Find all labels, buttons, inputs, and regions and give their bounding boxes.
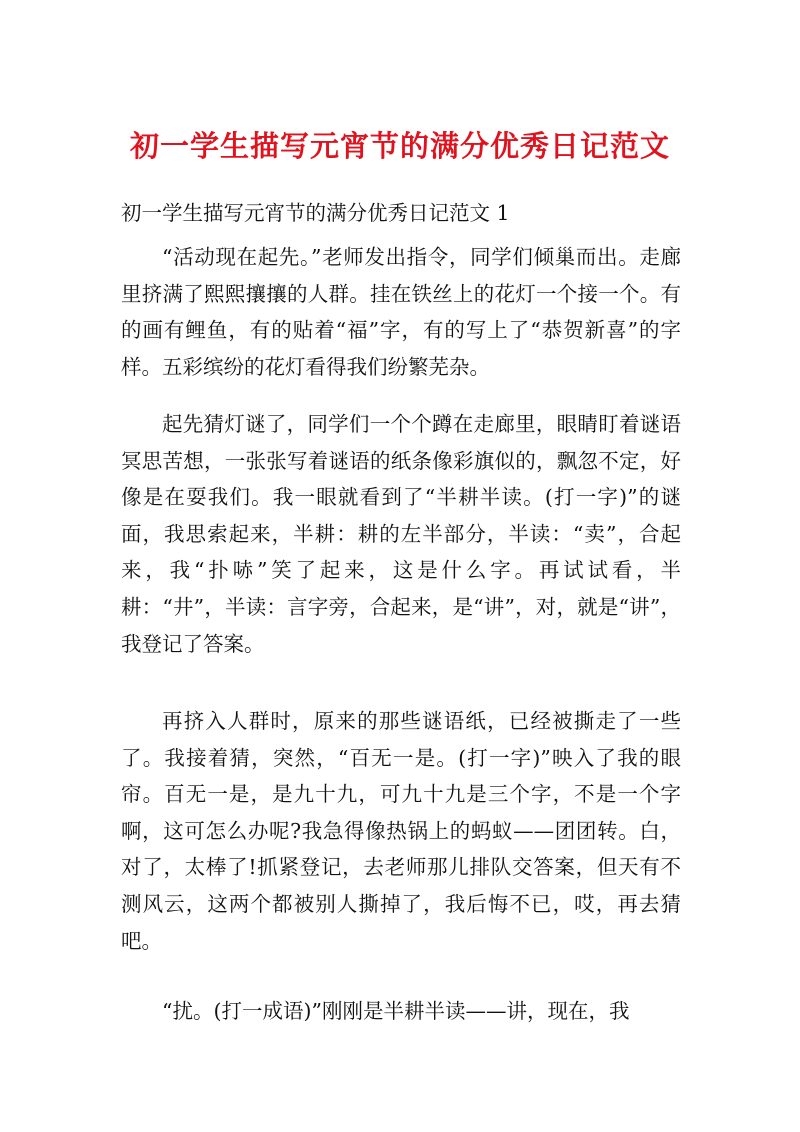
paragraph-2: 起先猜灯谜了，同学们一个个蹲在走廊里，眼睛盯着谜语冥思苦想，一张张写着谜语的纸条像彩旗似的，飘忽不定，好像是在耍我们。我一眼就看到了“半耕半读。(打一字)”的谜面，我思索起来，半耕：耕的左半部分，半读：“卖”，合起来，我“扑哧”笑了起来，这是什么字。再试试看，半耕：“井”，半读：言字旁，合起来，是“讲”，对，就是“讲”，我登记了答案。 bbox=[121, 412, 681, 656]
paragraph-4: “扰。(打一成语)”刚刚是半耕半读——讲，现在，我 bbox=[162, 999, 630, 1023]
paragraph-1: “活动现在起先。”老师发出指令，同学们倾巢而出。走廊里挤满了熙熙攘攘的人群。挂在铁丝上的花灯一个接一个。有的画有鲤鱼，有的贴着“福”字，有的写上了“恭贺新喜”的字样。五彩缤纷的花灯看得我们纷繁芜杂。 bbox=[121, 245, 681, 379]
entry-heading: 初一学生描写元宵节的满分优秀日记范文 1 bbox=[121, 201, 510, 225]
document-title: 初一学生描写元宵节的满分优秀日记范文 bbox=[129, 129, 670, 163]
paragraph-3: 再挤入人群时，原来的那些谜语纸，已经被撕走了一些了。我接着猜，突然，“百无一是。(打一字)”映入了我的眼帘。百无一是，是九十九，可九十九是三个字，不是一个字啊，这可怎么办呢?我急得像热锅上的蚂蚁——团团转。白，对了，太棒了!抓紧登记，去老师那儿排队交答案，但天有不测风云，这两个都被别人撕掉了，我后悔不已，哎，再去猜吧。 bbox=[121, 709, 681, 953]
